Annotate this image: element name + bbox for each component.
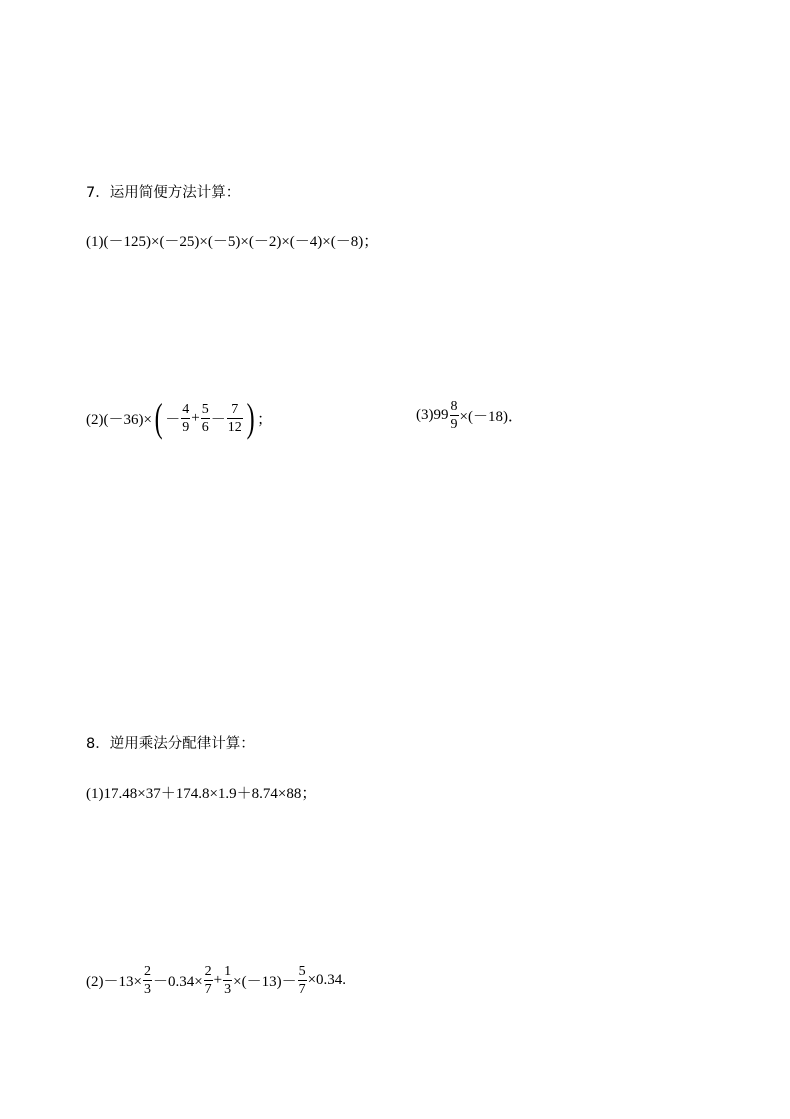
q8-title: 8．逆用乘法分配律计算： (86, 736, 255, 752)
q7-part3 (416, 398, 523, 433)
fraction-denominator: 3 (224, 982, 232, 997)
q8-part2-term4: ×(－13)－ (233, 974, 297, 990)
fraction-numerator: 5 (201, 401, 209, 417)
q7-part3-suffix: ×(－18)． (459, 409, 523, 425)
right-paren: ) (246, 395, 255, 440)
fraction-1-3 (223, 963, 232, 998)
fraction-numerator: 1 (224, 964, 232, 979)
q8-part2-term1: (2)－13× (86, 974, 142, 990)
fraction-denominator: 3 (143, 982, 151, 997)
fraction-denominator: 9 (450, 417, 458, 432)
fraction-numerator: 7 (231, 401, 239, 417)
fraction-4-9 (181, 401, 190, 436)
fraction-2-3 (143, 963, 152, 998)
fraction-numerator: 5 (298, 964, 306, 979)
fraction-2-7 (204, 963, 213, 998)
fraction-denominator: 9 (182, 419, 190, 435)
q8-part2 (86, 963, 346, 998)
fraction-7-12 (227, 401, 243, 436)
q8-part2-term5: ×0.34. (307, 972, 347, 988)
q8-part1: (1)17.48×37＋174.8×1.9＋8.74×88； (86, 786, 317, 802)
q7-part2-op-c: － (210, 411, 226, 428)
q7-part2-suffix: ； (257, 411, 273, 428)
fraction-denominator: 12 (227, 419, 242, 435)
fraction-numerator: 8 (450, 399, 458, 414)
fraction-8-9 (450, 398, 459, 433)
q7-part2-prefix: (2)(－36)× (86, 411, 152, 428)
q7-title: 7．运用简便方法计算： (86, 185, 241, 201)
fraction-numerator: 2 (143, 964, 151, 979)
fraction-numerator: 2 (204, 964, 212, 979)
q7-part2-op-a: － (165, 411, 181, 428)
q7-part3-prefix: (3)99 (416, 407, 449, 423)
fraction-5-6 (201, 401, 210, 436)
q7-part2 (86, 396, 272, 440)
fraction-numerator: 4 (182, 401, 190, 417)
q7-part1: (1)(－125)×(－25)×(－5)×(－2)×(－4)×(－8)； (86, 234, 379, 250)
q7-part2-op-b: + (191, 409, 200, 426)
q8-part2-term3: + (213, 972, 223, 988)
fraction-denominator: 6 (201, 419, 209, 435)
fraction-5-7 (298, 963, 307, 998)
fraction-denominator: 7 (298, 982, 306, 997)
left-paren: ( (154, 395, 163, 440)
fraction-denominator: 7 (204, 982, 212, 997)
q8-part2-term2: －0.34× (152, 974, 203, 990)
